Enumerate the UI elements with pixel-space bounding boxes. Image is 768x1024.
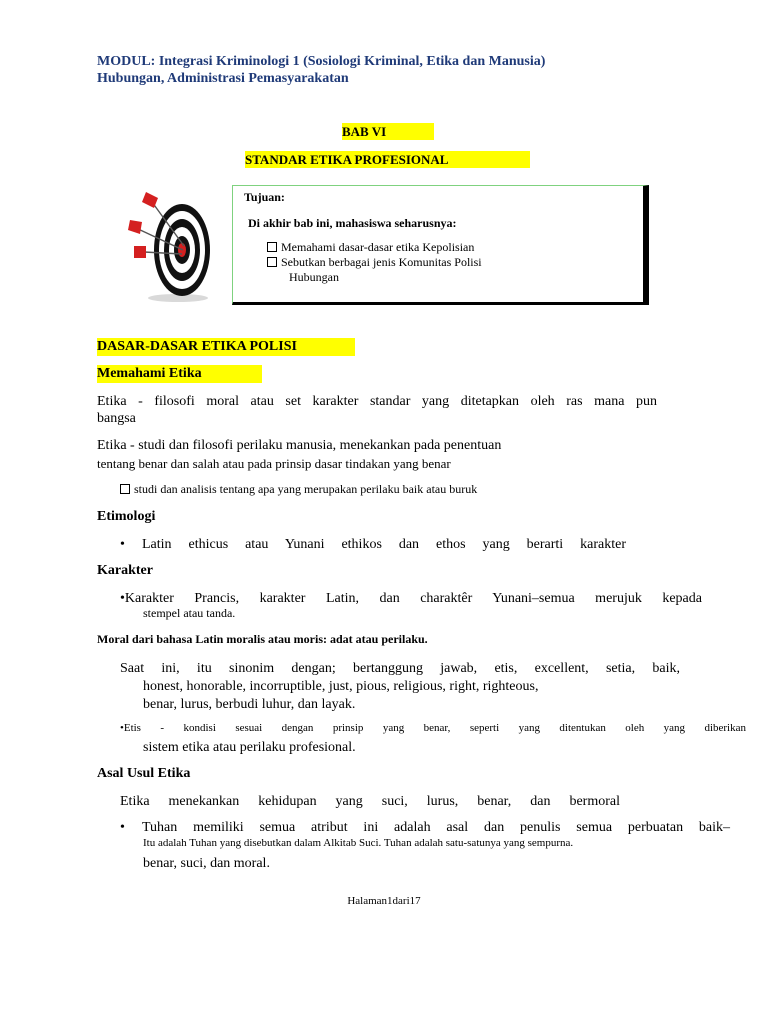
etimologi-bullet-text: Latin ethicus atau Yunani ethikos dan ethos yang berarti karakter (142, 537, 626, 552)
asal-line1: Etika menekankan kehidupan yang suci, lurus, benar, dan bermoral (120, 794, 620, 809)
objectives-box (232, 185, 649, 305)
section-title: DASAR-DASAR ETIKA POLISI (97, 338, 355, 356)
asal-bullet-line1: Tuhan memiliki semua atribut ini adalah asal dan penulis semua perbuatan baik– (142, 820, 730, 835)
etimologi-heading: Etimologi (97, 509, 156, 524)
objective-item-1-text: Memahami dasar-dasar etika Kepolisian (281, 240, 475, 254)
objective-item-2 (267, 255, 482, 270)
objectives-intro: Di akhir bab ini, mahasiswa seharusnya: (248, 216, 457, 230)
etika-bullet-text: studi dan analisis tentang apa yang merupakan perilaku baik atau buruk (134, 482, 478, 496)
karakter-line1: •Karakter Prancis, karakter Latin, dan charaktêr Yunani–semua merujuk kepada (120, 591, 702, 606)
moral-line3: benar, lurus, berbudi luhur, dan layak. (143, 697, 356, 712)
asal-bullet-line2: Itu adalah Tuhan yang disebutkan dalam Alkitab Suci. Tuhan adalah satu-satunya yang sempurna. (143, 837, 574, 849)
module-title-line2: Hubungan, Administrasi Pemasyarakatan (97, 71, 349, 86)
paragraph-etika-2-line1: Etika - studi dan filosofi perilaku manusia, menekankan pada penentuan (97, 438, 502, 453)
objective-item-1 (267, 240, 474, 255)
asal-bullet-marker: • (120, 820, 125, 835)
chapter-title: STANDAR ETIKA PROFESIONAL (245, 151, 530, 168)
etimologi-bullet-marker: • (120, 537, 125, 552)
paragraph-etika-1-line1: Etika - filosofi moral atau set karakter standar yang ditetapkan oleh ras mana pun (97, 394, 657, 409)
paragraph-etika-1-line2: bangsa (97, 411, 136, 426)
karakter-heading: Karakter (97, 563, 153, 578)
section-subtitle: Memahami Etika (97, 365, 262, 383)
objective-item-2-text: Sebutkan berbagai jenis Komunitas Polisi (281, 255, 482, 269)
etis-line1: •Etis - kondisi sesuai dengan prinsip yang benar, seperti yang ditentukan oleh yang diberikan (120, 722, 746, 734)
chapter-number: BAB VI (342, 123, 434, 140)
karakter-line2: stempel atau tanda. (143, 606, 236, 620)
moral-line2: honest, honorable, incorruptible, just, pious, religious, right, righteous, (143, 679, 539, 694)
objective-item-2-cont: Hubungan (289, 270, 339, 284)
moral-line1: Saat ini, itu sinonim dengan; bertanggung jawab, etis, excellent, setia, baik, (120, 661, 680, 676)
asal-bullet-line3: benar, suci, dan moral. (143, 856, 270, 871)
checkbox-icon (267, 257, 277, 267)
objectives-label: Tujuan: (244, 190, 285, 204)
checkbox-icon (267, 242, 277, 252)
checkbox-icon (120, 484, 130, 494)
etis-line2: sistem etika atau perilaku profesional. (143, 740, 356, 755)
module-title-line1: MODUL: Integrasi Kriminologi 1 (Sosiologi Kriminal, Etika dan Manusia) (97, 54, 546, 69)
paragraph-etika-2-line2: tentang benar dan salah atau pada prinsip dasar tindakan yang benar (97, 456, 451, 471)
page-number: Halaman1dari17 (347, 895, 421, 907)
module-header (97, 53, 545, 87)
dartboard-icon (128, 188, 214, 306)
etika-bullet (120, 482, 477, 497)
asal-heading: Asal Usul Etika (97, 766, 191, 781)
moral-heading: Moral dari bahasa Latin moralis atau moris: adat atau perilaku. (97, 632, 428, 646)
